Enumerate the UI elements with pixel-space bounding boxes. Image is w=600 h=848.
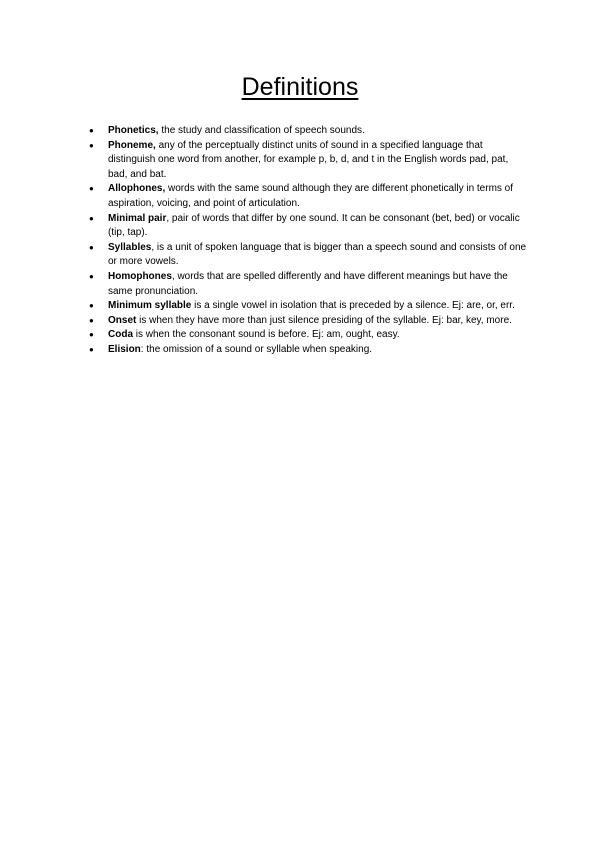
bullet-icon: ● (89, 213, 94, 223)
definition-term: Homophones (108, 270, 172, 282)
definition-term: Phoneme, (108, 139, 156, 151)
definition-text: is when the consonant sound is before. Ej: am, ought, easy. (133, 329, 400, 341)
definition-term: Onset (108, 314, 137, 326)
definition-term: Phonetics, (108, 125, 159, 136)
definition-text: any of the perceptually distinct units of sound in a specified language that distinguish one word from another, for example p, b, d, and t in the English words pad, pat, bad, and bat. (108, 139, 509, 180)
definition-item (88, 314, 528, 329)
definition-term: Minimum syllable (108, 300, 192, 312)
definition-text: , pair of words that differ by one sound. It can be consonant (bet, bed) or vocalic (tip, tap). (108, 212, 520, 239)
bullet-icon: ● (89, 271, 94, 281)
bullet-icon: ● (89, 184, 94, 194)
definitions-list (88, 124, 528, 358)
definition-item (88, 182, 528, 211)
definition-text: : the omission of a sound or syllable when speaking. (140, 343, 373, 355)
definition-term: Minimal pair (108, 212, 167, 224)
definition-item (88, 328, 528, 343)
definition-term: Coda (108, 329, 133, 341)
definition-text: the study and classification of speech sounds. (158, 125, 365, 136)
definition-text: words with the same sound although they are different phonetically in terms of aspiration, voicing, and point of articulation. (108, 183, 514, 209)
definition-text: , words that are spelled differently and have different meanings but have the same pronunciation. (108, 270, 508, 297)
bullet-icon: ● (89, 242, 94, 252)
definition-item (88, 212, 528, 241)
definition-item (88, 343, 528, 358)
bullet-icon: ● (89, 315, 94, 325)
definition-item (88, 139, 528, 183)
bullet-icon: ● (89, 344, 94, 354)
definition-item (88, 270, 528, 299)
definition-item (88, 241, 528, 270)
page-title-text: Definitions (241, 73, 359, 101)
definition-item (88, 299, 528, 314)
bullet-icon: ● (89, 126, 94, 135)
bullet-icon: ● (89, 140, 94, 150)
definition-term: Syllables (108, 241, 152, 253)
page-title (0, 70, 600, 104)
definition-term: Allophones, (108, 183, 166, 195)
bullet-icon: ● (89, 330, 94, 340)
definition-term: Elision (108, 343, 141, 355)
definition-text: is a single vowel in isolation that is preceded by a silence. Ej: are, or, err. (191, 300, 515, 312)
bullet-icon: ● (89, 301, 94, 311)
definition-text: is when they have more than just silence presiding of the syllable. Ej: bar, key, more. (136, 314, 512, 326)
definition-text: , is a unit of spoken language that is bigger than a speech sound and consists of one or more vowels. (108, 241, 527, 268)
definition-item (88, 124, 528, 139)
